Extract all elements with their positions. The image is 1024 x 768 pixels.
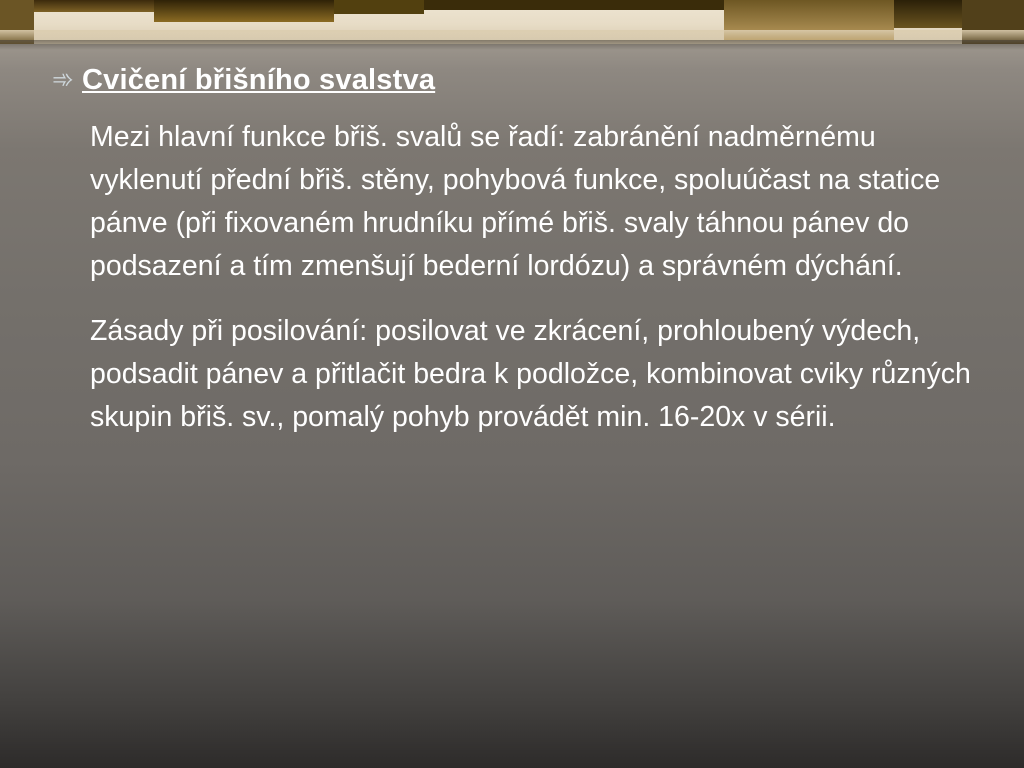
page-title: Cvičení břišního svalstva	[82, 64, 436, 96]
band-segment	[154, 0, 334, 22]
decorative-top-band	[0, 0, 1024, 44]
body-paragraph: Zásady při posilování: posilovat ve zkrácení, prohloubený výdech, podsadit pánev a přitlačit bedra k podložce, kombinovat cviky různých skupin břiš. sv., pomalý pohyb provádět min. 16-20x v sérii.	[90, 315, 971, 433]
band-shadow	[0, 40, 1024, 50]
slide-title-row	[52, 62, 982, 98]
body-paragraph: Mezi hlavní funkce břiš. svalů se řadí: zabránění nadměrnému vyklenutí přední břiš. stěny, pohybová funkce, spoluúčast na statice pánve (při fixovaném hrudníku přímé břiš. svaly táhnou pánev do podsazení a tím zmenšují bederní lordózu) a správném dýchání.	[90, 121, 941, 282]
band-segment	[424, 0, 724, 10]
slide-content	[52, 62, 982, 461]
arrow-bullet-icon: ➾	[52, 64, 74, 94]
band-segment	[334, 0, 424, 14]
band-segment	[34, 0, 154, 12]
